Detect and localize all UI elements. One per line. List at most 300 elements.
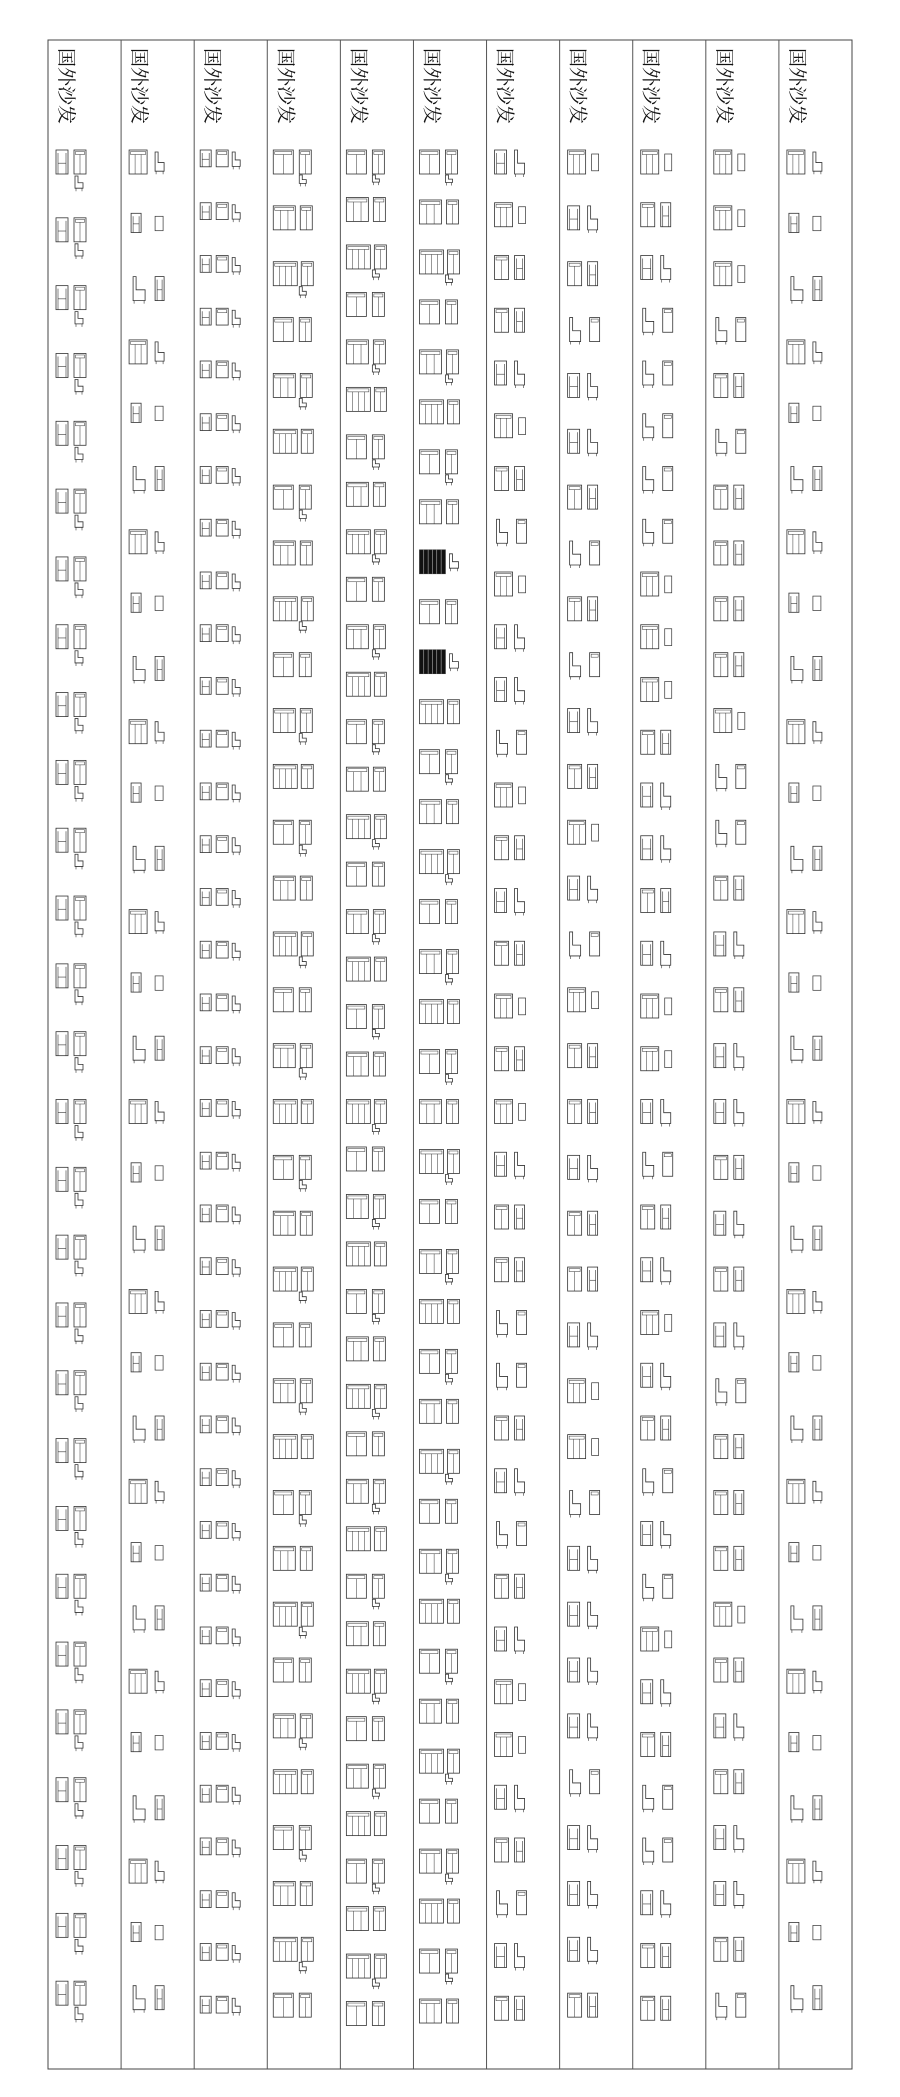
sofa-block [200, 1838, 240, 1857]
sofa-block [346, 1052, 385, 1076]
sofa-block [200, 836, 240, 855]
sofa-block [56, 1032, 86, 1073]
sofa-block [714, 373, 744, 397]
sofa-block [497, 1311, 527, 1338]
sofa-block [568, 429, 598, 456]
sofa-block [419, 900, 457, 924]
sofa-block [716, 429, 746, 456]
sofa-block [419, 1000, 459, 1024]
sofa-block [129, 1479, 164, 1503]
sofa-block [56, 1100, 86, 1141]
sofa-block [495, 1838, 525, 1862]
sofa-block [273, 820, 311, 856]
sofa-block [346, 1622, 385, 1646]
sofa-block [714, 1435, 744, 1459]
column-title: 国外沙发 [785, 48, 808, 125]
sofa-column-11 [787, 150, 822, 2013]
sofa-block [419, 500, 458, 524]
sofa-block [495, 1785, 525, 1812]
sofa-block [419, 1549, 458, 1584]
sofa-block [346, 1337, 385, 1361]
sofa-block [495, 1944, 525, 1971]
sofa-block [568, 1993, 598, 2017]
sofa-block [133, 1416, 164, 1443]
sofa-block [791, 277, 822, 304]
sofa-block [131, 1163, 163, 1182]
sofa-block [129, 150, 164, 174]
sofa-block [568, 1044, 598, 1068]
sofa-block [133, 846, 164, 873]
sofa-block [641, 678, 672, 702]
sofa-block [56, 353, 86, 394]
sofa-block [568, 1881, 598, 1908]
sofa-block [791, 1606, 822, 1633]
sofa-block [273, 1379, 312, 1415]
sofa-block [419, 850, 459, 885]
sofa-block [200, 519, 240, 538]
sofa-column-8 [568, 150, 600, 2017]
sofa-column-2 [129, 150, 164, 2013]
sofa-column-7 [495, 150, 527, 2020]
sofa-block [56, 421, 86, 462]
column-title: 国外沙发 [347, 48, 370, 125]
sofa-block [789, 973, 821, 992]
column-titles [55, 48, 808, 124]
sofa-block [495, 1416, 525, 1440]
sofa-block [346, 1954, 386, 1989]
sofa-block [133, 1036, 164, 1063]
sofa-block [787, 340, 822, 364]
sofa-block [714, 1826, 744, 1853]
sofa-block [200, 1627, 240, 1646]
sofa-block [419, 1949, 457, 1984]
sofa-block [643, 467, 673, 494]
sofa-block [273, 1546, 312, 1570]
sofa-block [568, 1211, 598, 1235]
sofa-column-10 [714, 150, 746, 2020]
sofa-block [131, 1733, 163, 1752]
sofa-block [419, 1699, 458, 1723]
sofa-block [495, 889, 525, 916]
sofa-block [641, 1944, 671, 1968]
sofa-block [346, 1717, 384, 1741]
sofa-block [714, 262, 745, 286]
sofa-block [346, 435, 384, 470]
sofa-block [716, 1993, 746, 2020]
sofa-block [714, 1881, 744, 1908]
sofa-block [495, 308, 525, 332]
sofa-block [787, 1289, 822, 1313]
sofa-block [346, 862, 384, 886]
sofa-block [200, 1891, 240, 1910]
sofa-block [495, 625, 525, 652]
sofa-block [346, 1147, 384, 1171]
sofa-block [495, 836, 525, 860]
sofa-block [200, 625, 240, 644]
sofa-block [56, 150, 86, 191]
sofa-block [200, 1944, 240, 1963]
sofa-block [714, 988, 744, 1012]
sofa-block [791, 1416, 822, 1443]
sofa-block [714, 1211, 744, 1238]
sofa-block [346, 1574, 384, 1609]
sofa-block [495, 150, 525, 177]
sofa-block [495, 1733, 526, 1757]
sofa-block [419, 1349, 457, 1384]
sofa-block [346, 530, 386, 565]
column-title: 国外沙发 [420, 48, 443, 125]
sofa-block [131, 1543, 163, 1562]
column-title: 国外沙发 [128, 48, 151, 125]
sofa-block [497, 1891, 527, 1918]
sofa-block [714, 1155, 744, 1179]
sofa-block [568, 764, 598, 788]
sofa-block [273, 1211, 312, 1235]
sofa-block [346, 1005, 384, 1040]
sofa-block [273, 318, 311, 342]
sofa-block [56, 557, 86, 598]
sofa-block [643, 519, 673, 546]
sofa-block [714, 1937, 744, 1961]
sofa-block [789, 213, 821, 232]
sofa-block [56, 1913, 86, 1954]
sofa-block [419, 1399, 458, 1423]
sofa-block [787, 1479, 822, 1503]
sofa-block [346, 2002, 384, 2026]
sofa-block [133, 656, 164, 683]
sofa-block [787, 1859, 822, 1883]
sofa-block [641, 1311, 672, 1335]
sofa-block [495, 1100, 526, 1124]
sofa-block [641, 1047, 672, 1071]
sofa-block [56, 1981, 86, 2022]
sofa-block [568, 485, 598, 509]
sofa-block [787, 530, 822, 554]
sofa-block [200, 730, 240, 749]
sofa-block [641, 1258, 671, 1285]
sofa-column-6 [419, 150, 459, 2023]
sofa-block [56, 1235, 86, 1276]
sofa-block [791, 656, 822, 683]
sofa-block [570, 1490, 600, 1517]
sofa-block [129, 720, 164, 744]
sofa-block [495, 1680, 526, 1704]
sofa-block [791, 846, 822, 873]
sofa-block [714, 1044, 744, 1071]
sofa-block [200, 1047, 240, 1066]
sofa-block [641, 1891, 671, 1918]
sofa-block [641, 203, 671, 227]
sofa-block [714, 932, 744, 959]
sofa-block [346, 910, 385, 945]
sofa-block [419, 450, 457, 485]
sofa-block [200, 1205, 240, 1224]
sofa-block [273, 1993, 311, 2017]
sofa-block [419, 700, 459, 724]
sofa-block [641, 1416, 671, 1440]
sofa-block [419, 400, 459, 424]
sofa-block [419, 1649, 457, 1684]
sofa-block [568, 262, 598, 286]
sofa-block [200, 1100, 240, 1119]
sofa-block [200, 1152, 240, 1171]
sofa-block [789, 1733, 821, 1752]
sofa-block [56, 625, 86, 666]
sofa-block [419, 950, 458, 985]
sofa-block [568, 597, 598, 621]
sofa-block [714, 150, 745, 174]
sofa-block [273, 1770, 313, 1794]
sofa-block [56, 693, 86, 734]
sofa-block [129, 1859, 164, 1883]
sofa-block [716, 318, 746, 345]
sofa-block [787, 150, 822, 174]
sofa-block [714, 541, 744, 565]
sofa-block [273, 1714, 312, 1750]
sofa-block [641, 994, 672, 1018]
sofa-column-9 [641, 150, 673, 2020]
sofa-block [200, 308, 240, 327]
sofa-block [419, 1499, 457, 1523]
sofa-block [641, 836, 671, 863]
sofa-block [419, 1050, 457, 1085]
sofa-block [568, 820, 599, 844]
sofa-block [346, 340, 385, 375]
sofa-block [200, 1733, 240, 1752]
sofa-block [346, 1907, 385, 1931]
sofa-block [641, 1627, 672, 1651]
sofa-block [273, 1602, 313, 1638]
sofa-block [129, 530, 164, 554]
sofa-block [273, 764, 313, 788]
sofa-block [129, 1289, 164, 1313]
sofa-block [643, 1152, 673, 1179]
sofa-block [568, 1100, 598, 1124]
sofa-block [497, 730, 527, 757]
sofa-block [641, 150, 672, 174]
sofa-block [273, 262, 313, 298]
sofa-block [641, 730, 671, 754]
sofa-block [419, 250, 459, 285]
sofa-block [133, 1796, 164, 1823]
column-title: 国外沙发 [639, 48, 662, 125]
sofa-block [56, 896, 86, 937]
sofa-block [131, 783, 163, 802]
sofa-block [787, 1100, 822, 1124]
sofa-block [346, 625, 385, 660]
sofa-block [346, 1384, 386, 1419]
sofa-block [570, 932, 600, 959]
sofa-block [568, 150, 599, 174]
sofa-block [787, 910, 822, 934]
sofa-block [641, 941, 671, 968]
sofa-block [568, 1435, 599, 1459]
sofa-block [200, 150, 240, 169]
sofa-block [133, 467, 164, 494]
sofa-block [56, 1371, 86, 1412]
sofa-block [714, 1100, 744, 1127]
sofa-block [568, 1602, 598, 1629]
sofa-block [641, 572, 672, 596]
sofa-block [714, 485, 744, 509]
sofa-block [346, 720, 384, 755]
sofa-block [131, 403, 163, 422]
sofa-block [200, 414, 240, 433]
sofa-block [273, 1155, 311, 1191]
sofa-block [791, 467, 822, 494]
sofa-block [641, 1996, 671, 2020]
sofa-block [273, 1044, 312, 1080]
sofa-block [131, 1922, 163, 1941]
sofa-block [570, 653, 600, 680]
sofa-block [419, 1999, 458, 2023]
sofa-block [200, 1574, 240, 1593]
sofa-block [568, 1658, 598, 1685]
sofa-block [714, 1546, 744, 1570]
sofa-block [56, 828, 86, 869]
sofa-block [419, 1599, 459, 1623]
sofa-block [568, 988, 599, 1012]
sofa-block [346, 767, 385, 791]
sofa-block [714, 1323, 744, 1350]
sofa-block [789, 1543, 821, 1562]
sofa-block [714, 206, 745, 230]
sofa-block [200, 1311, 240, 1330]
sofa-block [273, 932, 313, 968]
sofa-block [495, 1469, 525, 1496]
sofa-block [419, 200, 458, 224]
sofa-block [129, 910, 164, 934]
sofa-block [495, 1627, 525, 1654]
sofa-block [570, 318, 600, 345]
sofa-block [641, 889, 671, 913]
sofa-block [200, 994, 240, 1013]
sofa-block [495, 256, 525, 280]
sofa-block [419, 1199, 457, 1223]
sofa-block [56, 1778, 86, 1819]
sofa-block [273, 597, 313, 633]
sofa-block [273, 1267, 313, 1303]
sofa-block [346, 245, 386, 280]
sofa-block [133, 1606, 164, 1633]
sofa-block [643, 1785, 673, 1812]
sofa-block [714, 709, 745, 733]
sofa-block [131, 973, 163, 992]
sofa-block [346, 387, 386, 411]
sofa-block [791, 1226, 822, 1253]
column-title: 国外沙发 [566, 48, 589, 125]
sofa-block [273, 1323, 311, 1347]
sofa-block [273, 1881, 312, 1905]
sofa-block [346, 1479, 385, 1514]
sofa-block [791, 1986, 822, 2013]
sofa-block [273, 485, 311, 521]
sofa-block [568, 709, 598, 736]
sofa-block [346, 577, 384, 601]
sofa-block [641, 1522, 671, 1549]
sofa-block [56, 1167, 86, 1208]
column-title: 国外沙发 [55, 48, 77, 125]
sofa-column-3 [200, 150, 240, 2016]
sofa-block [641, 1363, 671, 1390]
sofa-block [131, 593, 163, 612]
sofa-block [568, 1826, 598, 1853]
sofa-block [273, 1490, 311, 1526]
sofa-block [200, 889, 240, 908]
sofa-block [495, 1152, 525, 1179]
sofa-block [495, 203, 526, 227]
sofa-block [714, 876, 744, 900]
sofa-block [56, 286, 86, 327]
sofa-block [714, 1490, 744, 1514]
sofa-block [56, 1642, 86, 1683]
sofa-block [273, 876, 312, 900]
sofa-block [200, 1522, 240, 1541]
sofa-block [716, 764, 746, 791]
sofa-block [714, 1267, 744, 1291]
column-dividers [121, 40, 779, 2069]
sofa-block [568, 206, 598, 233]
sofa-block [346, 672, 386, 696]
sofa-block [495, 783, 526, 807]
sofa-block [789, 403, 821, 422]
sofa-block [791, 1796, 822, 1823]
sofa-block [200, 467, 240, 486]
sofa-block [131, 213, 163, 232]
sofa-block [56, 1303, 86, 1344]
sofa-block [495, 1258, 525, 1282]
sofa-blocks [56, 150, 822, 2026]
sofa-block [200, 256, 240, 275]
sofa-block [273, 1100, 313, 1124]
sofa-block [716, 1379, 746, 1406]
sofa-block [273, 1435, 313, 1459]
sofa-block [346, 1242, 386, 1266]
sofa-block [346, 1527, 386, 1551]
sofa-block [789, 783, 821, 802]
sofa-block [200, 1996, 240, 2015]
sofa-block [273, 206, 312, 230]
sofa-block [495, 361, 525, 388]
sofa-block [346, 1289, 384, 1324]
sofa-block [495, 414, 526, 438]
sofa-block [200, 1416, 240, 1435]
sofa-block [497, 519, 527, 546]
sofa-block [714, 1658, 744, 1682]
sofa-block [346, 1764, 385, 1799]
column-title: 国外沙发 [201, 48, 224, 125]
sofa-block [641, 1100, 671, 1127]
sofa-block [419, 1799, 457, 1823]
sofa-block [346, 482, 385, 506]
sofa-block [643, 1838, 673, 1865]
sofa-block [200, 1258, 240, 1277]
sofa-column-5 [346, 150, 386, 2026]
sofa-block [641, 1680, 671, 1707]
sofa-column-1 [56, 150, 86, 2022]
sofa-block [56, 1439, 86, 1480]
column-title: 国外沙发 [712, 48, 735, 125]
sofa-block [133, 1226, 164, 1253]
sofa-block [568, 1155, 598, 1182]
sofa-block [419, 300, 457, 324]
sofa-block [346, 1432, 384, 1456]
sofa-block [714, 1714, 744, 1741]
sofa-column-4 [273, 150, 313, 2017]
sofa-block [643, 308, 673, 335]
sofa-block [346, 815, 386, 850]
sofa-block [273, 988, 311, 1012]
